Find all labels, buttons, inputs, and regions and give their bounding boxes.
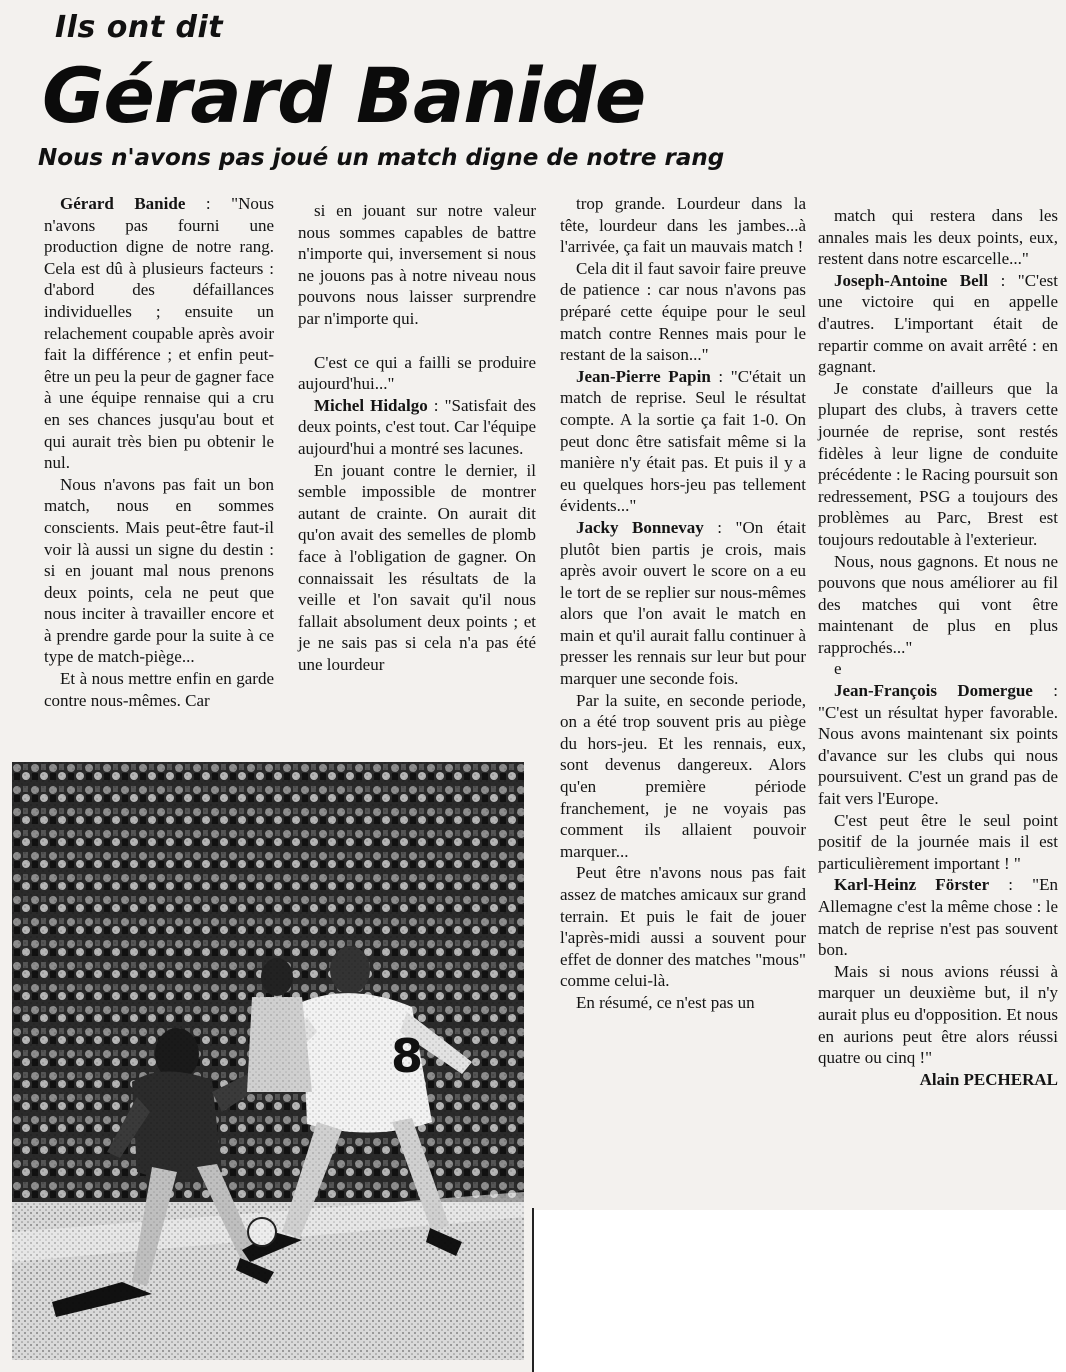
article-paragraph	[818, 270, 1058, 378]
text-column-4	[818, 205, 1058, 1090]
article-paragraph	[818, 961, 1058, 1069]
paragraph-text: si en jouant sur notre valeur nous sommes capables de battre n'importe qui, inversement si nous ne jouons pas à notre niveau nous pouvons nous laisser surprendre par n'importe qui.	[298, 201, 536, 328]
article-paragraph	[560, 517, 806, 690]
article-paragraph	[560, 193, 806, 258]
article-paragraph	[298, 352, 536, 395]
article-paragraph	[298, 460, 536, 676]
article-paragraph	[44, 193, 274, 474]
speaker-name: Jean-Pierre Papin	[576, 366, 711, 386]
paragraph-text: Nous n'avons pas fait un bon match, nous en sommes conscients. Mais peut-être faut-il voir là aussi un signe du destin : si en jouant mal nous prenons deux points, cela ne peut que nous inciter à travailler encore et à prendre garde pour la suite à ce type de match-piège...	[44, 474, 274, 667]
paragraph-text: e	[834, 659, 842, 679]
article-paragraph	[818, 378, 1058, 551]
paragraph-text: Mais si nous avions réussi à marquer un deuxième but, il n'y aurait plus eu d'opposition. Et nous en aurions peut être alors réussi quatre ou cinq !"	[818, 961, 1058, 1068]
paragraph-text: Cela dit il faut savoir faire preuve de patience : car nous n'avons pas préparé cette équipe pour le seul match contre Rennes mais pour le restant de la saison..."	[560, 258, 806, 365]
paragraph-text: trop grande. Lourdeur dans la tête, lourdeur dans les jambes...à l'arrivée, ça fait un mauvais match !	[560, 194, 806, 257]
article-paragraph	[560, 366, 806, 517]
text-column-1	[44, 193, 274, 711]
article-paragraph	[44, 474, 274, 668]
paragraph-text: : "En Allemagne c'est la même chose : le match de reprise n'est pas souvent bon.	[818, 875, 1058, 960]
paragraph-text: : "C'était un match de reprise. Seul le résultat compte. A la sortie ça fait 1-0. On peut donc être satisfait même si la manière n'y était pas. Et puis il y a eu quelques hors-jeu pas tellement évidents..."	[560, 366, 806, 516]
article-subhead: Nous n'avons pas joué un match digne de notre rang	[38, 145, 725, 171]
paragraph-text: C'est peut être le seul point positif de la journée mais il est particulièrement important ! "	[818, 810, 1058, 873]
article-paragraph	[560, 258, 806, 366]
speaker-name: Karl-Heinz Förster	[834, 875, 990, 895]
paragraph-text: En résumé, ce n'est pas un	[576, 992, 755, 1012]
article-paragraph	[818, 874, 1058, 960]
paragraph-text: : "C'est un résultat hyper favorable. Nous avons maintenant six points d'avance sur les clubs qui nous poursuivent. C'est un grand pas de fait vers l'Europe.	[818, 681, 1058, 809]
article-headline: Gérard Banide	[42, 51, 646, 140]
match-photo	[12, 762, 524, 1360]
paragraph-text: Je constate d'ailleurs que la plupart des clubs, à travers cette journée de reprise, sont restés fidèles à leur ligne de conduite précédente : le Racing poursuit son redressement, PSG a toujours des problèmes au Parc, Brest est toujours redoutable à l'exterieur.	[818, 378, 1058, 549]
paragraph-text: : "C'est une victoire qui en appelle d'autres. L'important était de repartir comme on avait arrêté : en gagnant.	[818, 270, 1058, 377]
article-paragraph	[44, 668, 274, 711]
article-paragraph	[818, 551, 1058, 659]
speaker-name: Gérard Banide	[60, 194, 186, 213]
text-column-3	[560, 193, 806, 1014]
article-paragraph	[560, 992, 806, 1014]
paragraph-text: En jouant contre le dernier, il semble impossible de montrer autant de crainte. On aurait dit qu'on avait des semelles de plomb face à l'obligation de gagner. On connaissait les résultats de la veille et l'on savait qu'il nous fallait absolument deux points ; et je ne sais pas si cela n'a pas été une lourdeur	[298, 460, 536, 674]
article-paragraph	[298, 200, 536, 330]
speaker-name: Michel Hidalgo	[314, 395, 428, 415]
speaker-name: Jean-François Domergue	[834, 681, 1033, 701]
speaker-name: Jacky Bonnevay	[576, 517, 704, 537]
article-paragraph	[818, 205, 1058, 270]
paragraph-text: Peut être n'avons nous pas fait assez de matches amicaux sur grand terrain. Et puis le fait de jouer l'après-midi aussi a souvent pour effet de donner des matches "mous" comme celui-là.	[560, 863, 806, 991]
paragraph-text: Et à nous mettre enfin en garde contre nous-mêmes. Car	[44, 669, 274, 710]
paragraph-text: : "On était plutôt bien partis je crois, mais après avoir ouvert le score on a eu le tort de se replier sur nous-mêmes alors que l'on avait le match en main et qu'il aurait fallu continuer à presser les rennais sur leur but pour marquer une seconde fois.	[560, 517, 806, 689]
paragraph-text: : "Satisfait des deux points, c'est tout. Car l'équipe aujourd'hui a montré ses lacunes.	[298, 395, 536, 458]
article-kicker: Ils ont dit	[55, 10, 224, 45]
paragraph-text: C'est ce qui a failli se produire aujourd'hui..."	[298, 352, 536, 394]
paragraph-text: Par la suite, en seconde periode, on a été trop souvent pris au piège du hors-jeu. Et les rennais, eux, sont devenus dangereux. Alors qu'en première période franchement, je ne voyais pas comment ils allaient pouvoir marquer...	[560, 690, 806, 861]
byline-signature: Alain PECHERAL	[919, 1069, 1058, 1089]
speaker-name: Joseph-Antoine Bell	[834, 270, 989, 290]
article-paragraph	[818, 810, 1058, 875]
article-paragraph	[818, 680, 1058, 810]
article-paragraph	[298, 395, 536, 460]
article-paragraph	[560, 862, 806, 992]
paragraph-text: : "Nous n'avons pas fourni une production digne de notre rang. Cela est dû à plusieurs facteurs : d'abord des défaillances individuelles ; ensuite un relachement coupable après avoir fait la différence ; et enfin peut-être un peu la peur de gagner face à une équipe rennaise qui a cru en ses chances jusqu'au bout et qui aurait très bien pu obtenir le nul.	[44, 194, 274, 473]
paragraph-text: Nous, nous gagnons. Et nous ne pouvons que nous améliorer au fil des matches qui vont être maintenant de plus en plus rapprochés..."	[818, 551, 1058, 657]
paragraph-text: match qui restera dans les annales mais les deux points, eux, restent dans notre escarcelle..."	[818, 206, 1058, 269]
article-paragraph	[560, 690, 806, 863]
article-paragraph	[818, 658, 1058, 680]
text-column-2	[298, 200, 536, 675]
